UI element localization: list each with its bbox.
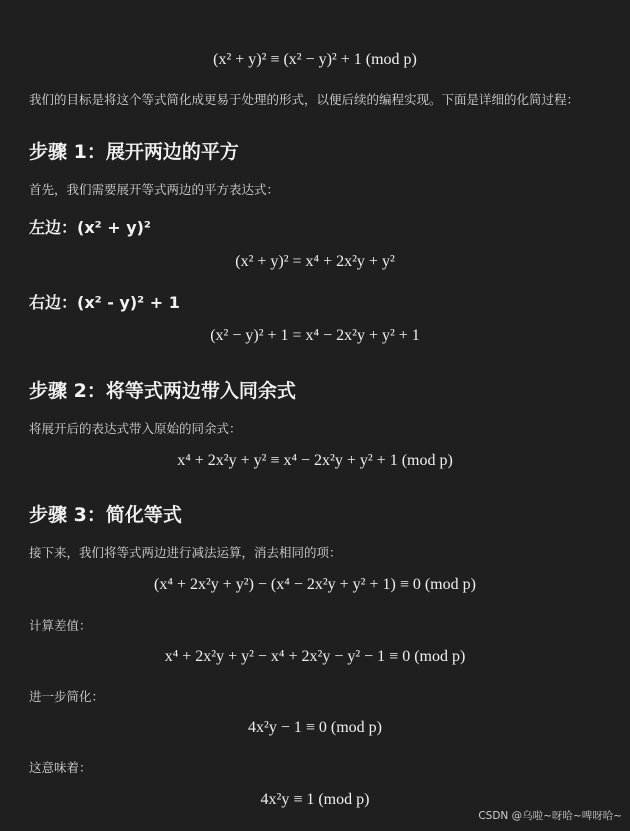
csdn-watermark: CSDN @乌啦~呀哈~啤呀哈~ [478, 810, 622, 822]
meaning-paragraph: 这意味着： [29, 760, 92, 775]
equation-step3: (x⁴ + 2x²y + y²) − (x⁴ − 2x²y + y² + 1) ≡ 0 (mod p) [154, 576, 476, 593]
equation-right-expansion: (x² − y)² + 1 = x⁴ − 2x²y + y² + 1 [210, 327, 420, 344]
step2-paragraph: 将展开后的表达式带入原始的同余式： [29, 421, 242, 436]
right-side-heading: 右边：(x² - y)² + 1 [29, 293, 180, 312]
left-side-heading: 左边：(x² + y)² [29, 218, 151, 237]
difference-paragraph: 计算差值： [29, 618, 92, 633]
step2-heading: 步骤 2：将等式两边带入同余式 [29, 380, 296, 402]
equation-final: 4x²y ≡ 1 (mod p) [260, 791, 370, 808]
equation-left-expansion: (x² + y)² = x⁴ + 2x²y + y² [235, 253, 395, 270]
step3-heading: 步骤 3：简化等式 [29, 504, 182, 526]
step1-heading: 步骤 1：展开两边的平方 [29, 141, 239, 163]
equation-step2: x⁴ + 2x²y + y² ≡ x⁴ − 2x²y + y² + 1 (mod p) [177, 452, 453, 469]
step3-paragraph: 接下来，我们将等式两边进行减法运算，消去相同的项： [29, 545, 342, 560]
equation-simplified: 4x²y − 1 ≡ 0 (mod p) [248, 719, 382, 736]
equation-original: (x² + y)² ≡ (x² − y)² + 1 (mod p) [213, 51, 417, 68]
equation-difference: x⁴ + 2x²y + y² − x⁴ + 2x²y − y² − 1 ≡ 0 (mod p) [164, 648, 466, 665]
intro-paragraph: 我们的目标是将这个等式简化成更易于处理的形式，以便后续的编程实现。下面是详细的化简过程： [29, 92, 580, 107]
step1-paragraph: 首先，我们需要展开等式两边的平方表达式： [29, 182, 280, 197]
simplify-paragraph: 进一步简化： [29, 689, 105, 704]
